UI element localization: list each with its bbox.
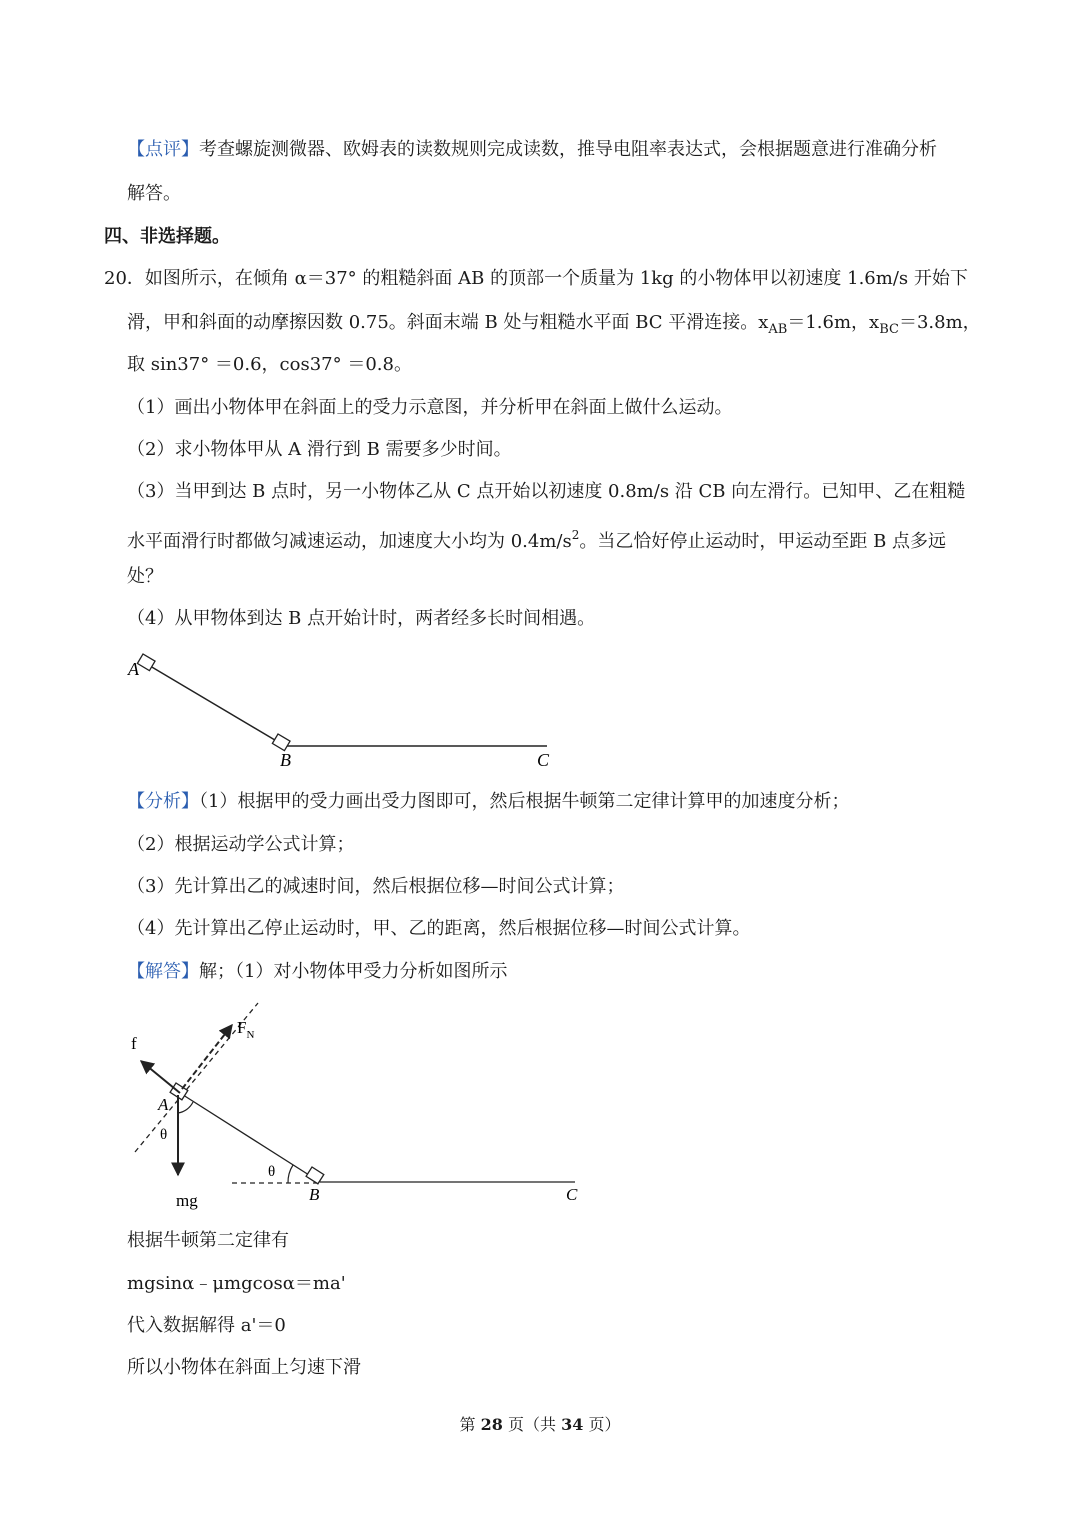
- theta-label-b: θ: [268, 1164, 276, 1180]
- solution-line-4: 代入数据解得 a'＝0: [127, 1315, 286, 1336]
- incline-ab: [140, 660, 285, 746]
- problem-text-2a: 滑，甲和斜面的动摩擦因数 0.75。斜面末端 B 处与粗糙水平面 BC 平滑连接。x: [127, 312, 769, 333]
- theta-arc-a: [178, 1102, 193, 1113]
- solution-equation: mgsinα﹣μmgcosα＝ma': [127, 1273, 346, 1294]
- problem-line-2: [127, 310, 981, 343]
- sup-2: 2: [571, 528, 580, 542]
- normal-force-label-sub: N: [246, 1029, 255, 1041]
- solution-line-2: 根据牛顿第二定律有: [127, 1230, 289, 1251]
- normal-force-label-f: F: [237, 1018, 247, 1037]
- footer-prefix: 第: [459, 1415, 481, 1434]
- friction-arrow: [141, 1061, 180, 1093]
- point-b-label: B: [280, 750, 291, 770]
- analysis-line-4: （4）先计算出乙停止运动时，甲、乙的距离，然后根据位移—时间公式计算。: [127, 918, 751, 939]
- solution-tag: 【解答】: [127, 961, 199, 982]
- sub-bc: BC: [879, 322, 899, 337]
- solution-line-5: 所以小物体在斜面上匀速下滑: [127, 1357, 361, 1378]
- question-3-text-2b: 。当乙恰好停止运动时，甲运动至距 B 点多远: [579, 531, 947, 552]
- problem-line-3: 取 sin37° ＝0.6，cos37° ＝0.8。: [127, 354, 412, 375]
- analysis-line-2: （2）根据运动学公式计算；: [127, 834, 355, 855]
- problem-text-1: 如图所示，在倾角 α＝37° 的粗糙斜面 AB 的顶部一个质量为 1kg 的小物体甲以初速度 1.6m/s 开始下: [144, 268, 968, 289]
- question-3-text-2a: 水平面滑行时都做匀减速运动，加速度大小均为 0.4m/s: [127, 531, 572, 552]
- block-at-b: [272, 734, 290, 751]
- solution-line-1: [127, 959, 507, 985]
- point-c-label: C: [537, 750, 550, 770]
- friction-label: f: [131, 1034, 137, 1053]
- analysis-line-3: （3）先计算出乙的减速时间，然后根据位移—时间公式计算；: [127, 876, 625, 897]
- page-footer: [0, 1414, 1080, 1436]
- problem-text-2b: ＝1.6m，x: [787, 312, 880, 333]
- block-at-b: [306, 1167, 324, 1184]
- review-text-1: 考查螺旋测微器、欧姆表的读数规则完成读数，推导电阻率表达式，会根据题意进行准确分析: [199, 139, 937, 160]
- incline-figure: [120, 645, 570, 775]
- gravity-label: mg: [176, 1191, 198, 1210]
- point-c-label: C: [566, 1185, 578, 1204]
- page-number: 28: [480, 1415, 503, 1434]
- question-1: （1）画出小物体甲在斜面上的受力示意图，并分析甲在斜面上做什么运动。: [127, 397, 733, 418]
- theta-label-a: θ: [160, 1127, 168, 1143]
- point-a-label: A: [158, 1095, 169, 1114]
- normal-force-label: [237, 1018, 254, 1041]
- footer-suffix: 页）: [583, 1415, 621, 1434]
- question-3-line-2: [127, 522, 946, 555]
- review-tag: 【点评】: [127, 139, 199, 160]
- problem-text-2c: ＝3.8m，: [898, 312, 981, 333]
- force-diagram: [120, 995, 590, 1215]
- page-total: 34: [561, 1415, 584, 1434]
- question-3-line-1: （3）当甲到达 B 点时，另一小物体乙从 C 点开始以初速度 0.8m/s 沿 CB 向左滑行。已知甲、乙在粗糙: [127, 481, 966, 502]
- point-a-label: A: [128, 659, 139, 679]
- problem-line-1: [104, 266, 968, 292]
- footer-middle: 页（共: [502, 1415, 562, 1434]
- question-3-line-3: 处？: [127, 566, 163, 587]
- analysis-line-1: [127, 789, 849, 815]
- sub-ab: AB: [768, 322, 788, 337]
- incline-ab: [180, 1093, 320, 1182]
- review-line-2: 解答。: [127, 183, 181, 204]
- question-2: （2）求小物体甲从 A 滑行到 B 需要多少时间。: [127, 439, 512, 460]
- problem-number: 20．: [104, 268, 145, 289]
- normal-force-arrow: [182, 1025, 232, 1089]
- solution-text-1: 解；（1）对小物体甲受力分析如图所示: [199, 961, 508, 982]
- review-line-1: [127, 137, 937, 163]
- analysis-text-1: （1）根据甲的受力画出受力图即可，然后根据牛顿第二定律计算甲的加速度分析；: [199, 791, 850, 812]
- analysis-tag: 【分析】: [127, 791, 199, 812]
- question-4: （4）从甲物体到达 B 点开始计时，两者经多长时间相遇。: [127, 608, 596, 629]
- section-title: 四、非选择题。: [104, 226, 230, 247]
- point-b-label: B: [309, 1185, 320, 1204]
- theta-arc-b: [288, 1165, 293, 1183]
